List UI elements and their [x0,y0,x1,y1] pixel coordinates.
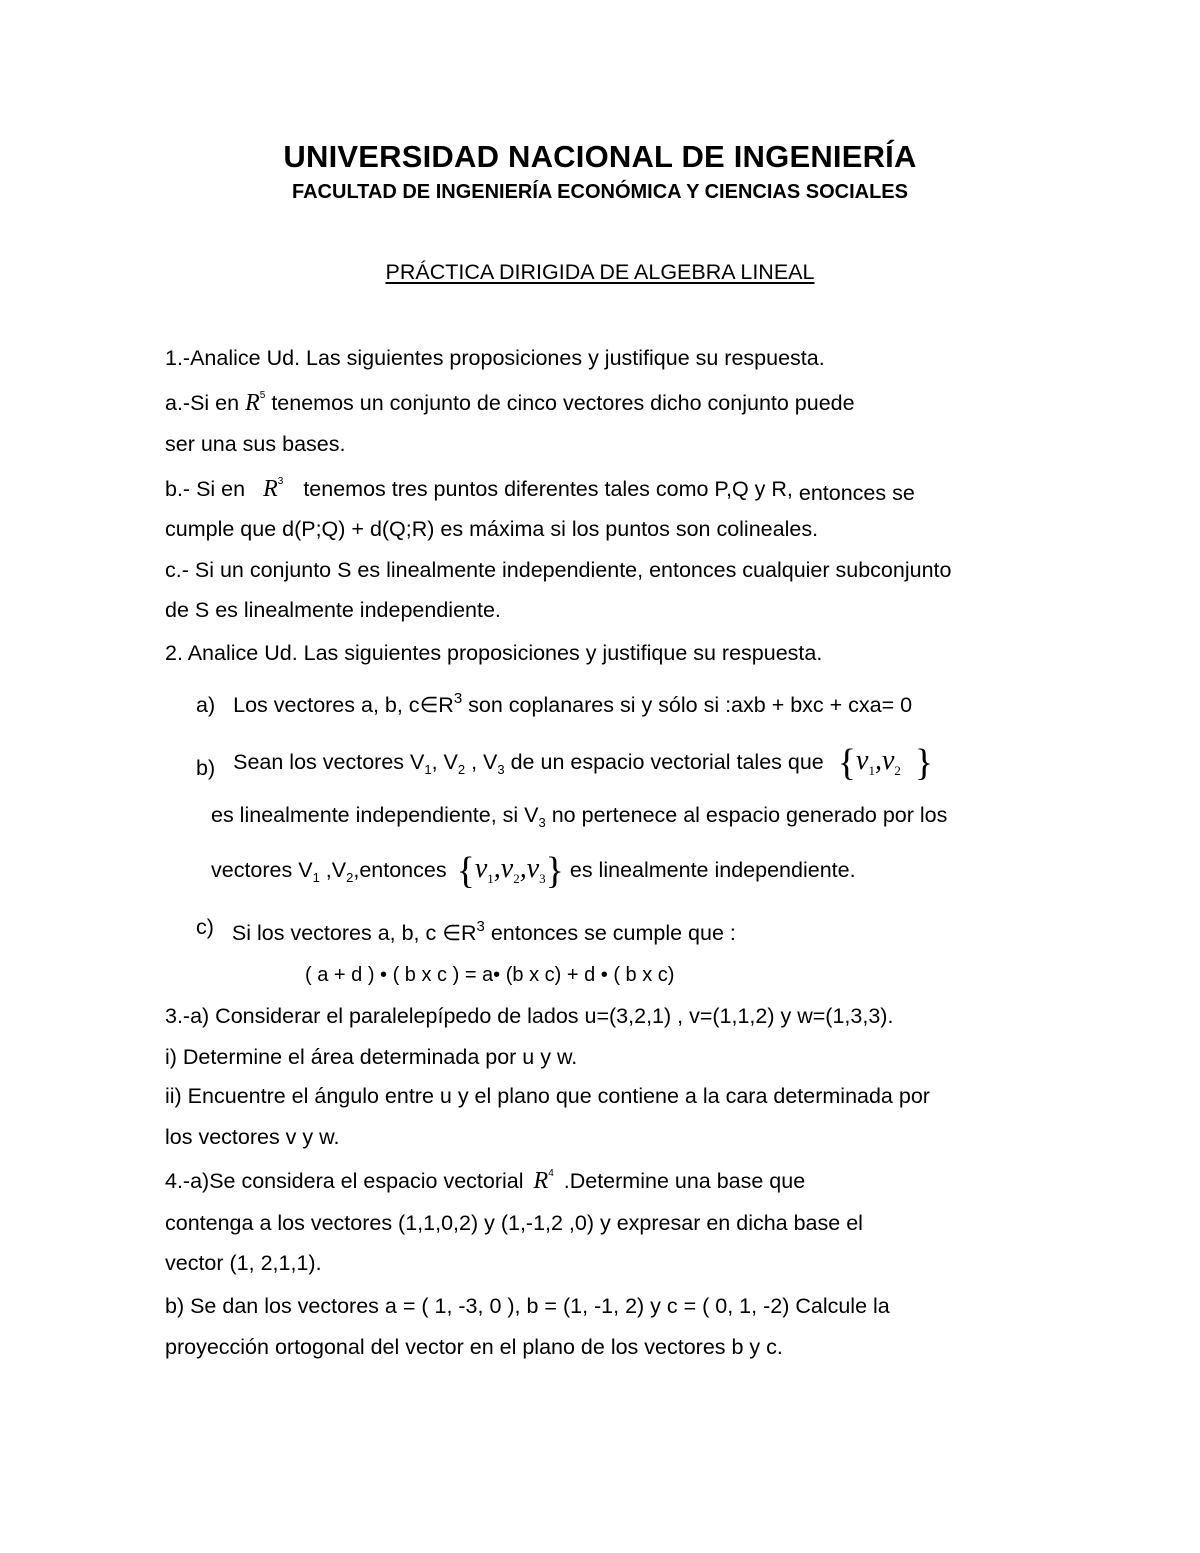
q4-a-math-exp: 4 [548,1168,554,1179]
q2-c-element-of: ∈ [442,921,461,945]
q2-a-post: son coplanares si y sólo si :axb + bxc + cxa= 0 [468,693,913,717]
q2-c-formula: ( a + d ) • ( b x c ) = a• (b x c) + d • ( b x c) [305,964,675,986]
q2-a-element-of: ∈ [419,693,439,717]
nu-index: 1 [487,871,494,886]
q2-c-label: c) [196,915,214,939]
q2-b-sub1: 1 [424,762,432,777]
set-separator: , [874,745,882,776]
q1-b-mid: tenemos tres puntos diferentes tales como P,Q y R, [303,477,793,501]
q4-b-line2: proyección ortogonal del vector en el plano de los vectores b y c. [165,1335,783,1359]
q1-b-line2: cumple que d(P;Q) + d(Q;R) es máxima si los puntos son colineales. [165,517,819,541]
q2-c-exp: 3 [476,918,485,935]
q4-b-line1: b) Se dan los vectores a = ( 1, -3, 0 ), b = (1, -1, 2) y c = ( 0, 1, -2) Calcule la [165,1294,890,1318]
set-separator: , [519,853,527,884]
q2-b-line3-sub2: 2 [346,870,354,885]
q1-a-line1 [165,391,855,415]
university-title: UNIVERSIDAD NACIONAL DE INGENIERÍA [283,139,917,174]
q2-c-post: entonces se cumple que : [490,921,736,945]
nu-symbol: ν [526,853,540,884]
nu-index: 3 [539,871,546,886]
q2-b-line3-pre: vectores V [211,858,313,882]
q4-a-math-R: R [533,1168,549,1194]
q2-b-line2 [211,805,947,829]
nu-symbol: ν [474,853,488,884]
q2-b-line3-sub1: 1 [312,870,320,885]
q2-b-line2-sub3: 3 [538,815,546,830]
nu-index: 2 [894,763,901,778]
q2-a-exp: 3 [453,690,463,707]
q1-b-math-exp: 3 [277,476,284,487]
q4-a-post: .Determine una base que [563,1169,806,1193]
q3-line2: i) Determine el área determinada por u y w. [165,1045,578,1069]
nu-index: 1 [868,763,875,778]
q3-line3: ii) Encuentre el ángulo entre u y el plano que contiene a la cara determinada por [165,1084,930,1108]
q2-b-pre: Sean los vectores V [233,750,425,774]
q2-b-line3-mid: ,V [319,858,347,882]
q2-b-line2-post: no pertenece al espacio generado por los [551,803,948,827]
q2-b-sub2: 2 [457,762,466,777]
q4-a-pre: 4.-a)Se considera el espacio vectorial [165,1169,524,1193]
q2-a-R: R [438,693,454,717]
q4-a-line3: vector (1, 2,1,1). [165,1251,322,1275]
q2-c-pre: Si los vectores a, b, c [231,921,437,945]
brace-open: { [837,742,856,784]
q2-c-R: R [460,921,477,945]
q2-b-set2 [456,850,564,892]
q1-c-line2: de S es linealmente independiente. [165,598,501,622]
q1-a-pre: a.-Si en [165,391,240,415]
nu-index: 2 [513,871,520,886]
q2-b-line3-post: es linealmente independiente. [569,858,856,882]
practice-title-text: PRÁCTICA DIRIGIDA DE ALGEBRA LINEAL [385,260,815,284]
brace-close: } [545,850,564,892]
q1-a-math-exp: 5 [259,390,266,401]
q2-b-comma2: , V [465,750,498,774]
q3-line1: 3.-a) Considerar el paralelepípedo de lados u=(3,2,1) , v=(1,1,2) y w=(1,3,3). [165,1004,894,1028]
q2-b-line3 [211,852,856,890]
q2-a-line [196,691,912,717]
nu-symbol: ν [881,745,895,776]
q1-b-pre: b.- Si en [165,477,246,501]
q2-b-sub3: 3 [497,762,505,777]
q1-b-end: entonces se [798,481,915,505]
q2-b-line3-ent: ,entonces [353,858,447,882]
q2-b-label: b) [196,756,216,780]
nu-symbol: ν [500,853,514,884]
q2-c-line1 [196,915,736,945]
q1-intro: 1.-Analice Ud. Las siguientes proposiciones y justifique su respuesta. [165,346,825,370]
q4-a-line1 [165,1169,805,1193]
q1-b-line1 [165,476,915,505]
practice-title [0,262,1200,284]
nu-symbol: ν [856,745,869,776]
q1-a-line2: ser una sus bases. [165,432,346,456]
q2-a-pre: Los vectores a, b, c [233,693,420,717]
q1-b-math-R: R [263,476,278,502]
q2-b-set1 [837,742,934,784]
q2-b-comma1: , V [431,750,458,774]
q1-a-math-R: R [245,390,260,416]
set-separator: , [493,853,501,884]
q4-a-line2: contenga a los vectores (1,1,0,2) y (1,-1,2 ,0) y expresar en dicha base el [165,1211,863,1235]
q2-b-line2-pre: es linealmente independiente, si V [211,803,539,827]
q1-c-line1: c.- Si un conjunto S es linealmente independiente, entonces cualquier subconjunto [165,558,952,582]
q2-a-label: a) [196,693,216,717]
q1-a-post: tenemos un conjunto de cinco vectores dicho conjunto puede [271,391,855,415]
q2-intro: 2. Analice Ud. Las siguientes proposiciones y justifique su respuesta. [165,641,823,665]
q2-b-post: de un espacio vectorial tales que [510,750,824,774]
q3-line4: los vectores v y w. [165,1125,340,1149]
q2-b-line1 [196,744,933,782]
brace-open: { [456,850,475,892]
brace-close: } [914,742,934,784]
faculty-title: FACULTAD DE INGENIERÍA ECONÓMICA Y CIENCIAS SOCIALES [292,181,908,203]
